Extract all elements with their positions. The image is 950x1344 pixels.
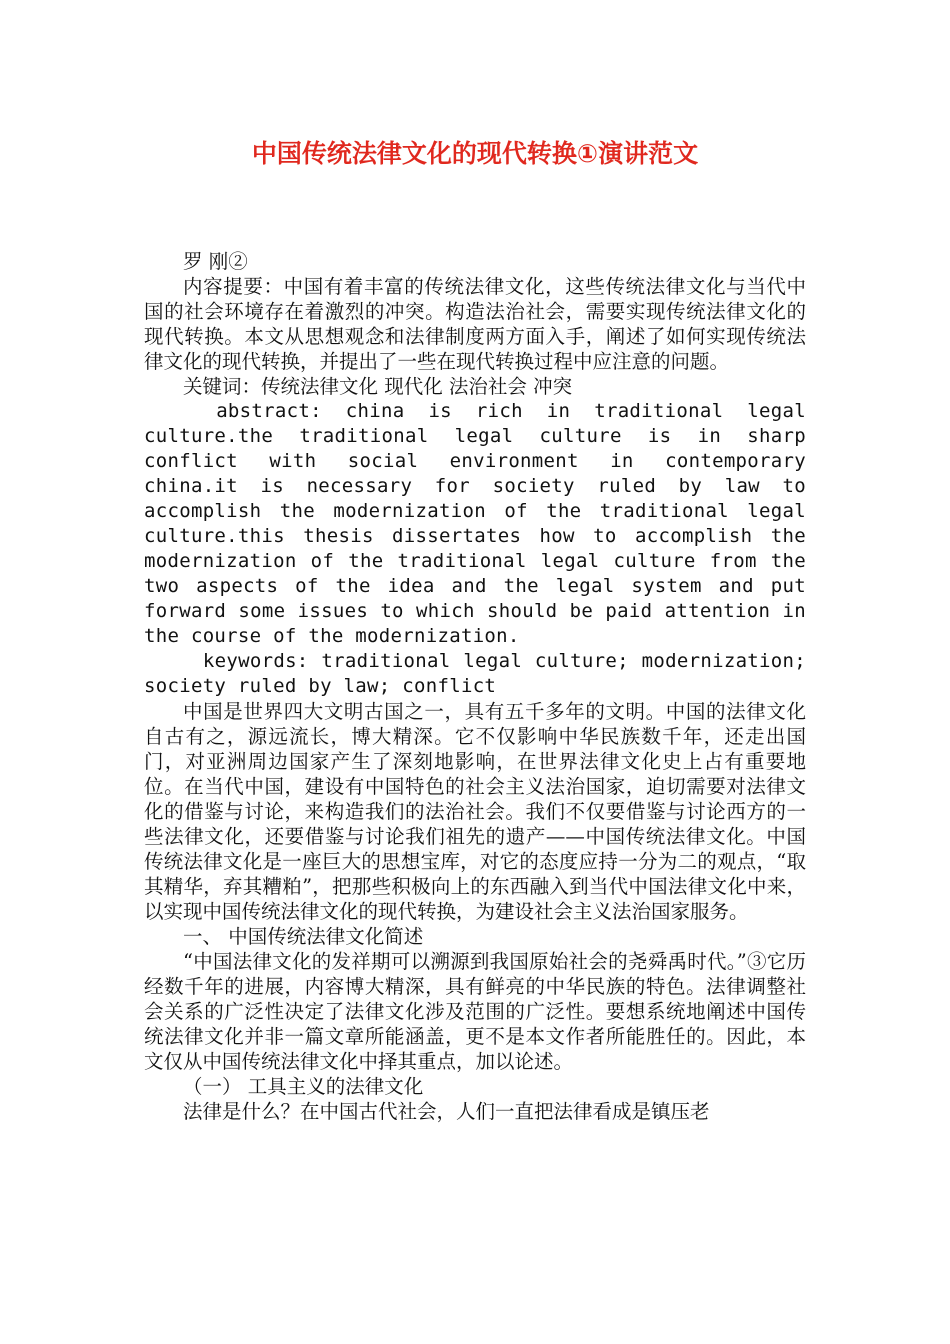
section-1-paragraph: “中国法律文化的发祥期可以溯源到我国原始社会的尧舜禹时代。”③它历经数千年的进展，内容博大精深，具有鲜亮的中华民族的特色。法律调整社会关系的广泛性决定了法律文化涉及范围的广泛性。要想系统地阐述中国传统法律文化并非一篇文章所能涵盖，更不是本文作者所能胜任的。因此，本文仅从中国传统法律文化中择其重点，加以论述。: [144, 950, 806, 1073]
document-body: [144, 249, 806, 1124]
chinese-abstract: 内容提要：中国有着丰富的传统法律文化，这些传统法律文化与当代中国的社会环境存在着激烈的冲突。构造法治社会，需要实现传统法律文化的现代转换。本文从思想观念和法律制度两方面入手，阐述了如何实现传统法律文化的现代转换，并提出了一些在现代转换过程中应注意的问题。: [144, 275, 806, 373]
section-1-heading: 一、 中国传统法律文化简述: [183, 925, 424, 948]
chinese-keywords: 关键词：传统法律文化 现代化 法治社会 冲突: [183, 375, 573, 398]
intro-paragraph: 中国是世界四大文明古国之一，具有五千多年的文明。中国的法律文化自古有之，源远流长，博大精深。它不仅影响中华民族数千年，还走出国门，对亚洲周边国家产生了深刻地影响，在世界法律文化史上占有重要地位。在当代中国，建设有中国特色的社会主义法治国家，迫切需要对法律文化的借鉴与讨论，来构造我们的法治社会。我们不仅要借鉴与讨论西方的一些法律文化，还要借鉴与讨论我们祖先的遗产——中国传统法律文化。中国传统法律文化是一座巨大的思想宝库，对它的态度应持一分为二的观点，“取其精华，弃其糟粕”，把那些积极向上的东西融入到当代中国法律文化中来，以实现中国传统法律文化的现代转换，为建设社会主义法治国家服务。: [144, 700, 806, 923]
author-line: 罗 刚②: [183, 250, 248, 273]
english-keywords: keywords: traditional legal culture; modernization; society ruled by law; conflict: [144, 650, 806, 697]
document-title: 中国传统法律文化的现代转换①演讲范文: [251, 139, 699, 168]
subsection-1-paragraph: 法律是什么？在中国古代社会，人们一直把法律看成是镇压老: [183, 1100, 710, 1123]
english-abstract: abstract: china is rich in traditional legal culture.the traditional legal culture is in sharp conflict with social environment in contemporary china.it is necessary for society ruled by law to accomplish the modernization of the traditional legal culture.this thesis dissertates how to accomplish the modernization of the traditional legal culture from the two aspects of the idea and the legal system and put forward some issues to which should be paid attention in the course of the modernization.: [144, 400, 806, 647]
subsection-1-heading: （一） 工具主义的法律文化: [183, 1075, 424, 1098]
